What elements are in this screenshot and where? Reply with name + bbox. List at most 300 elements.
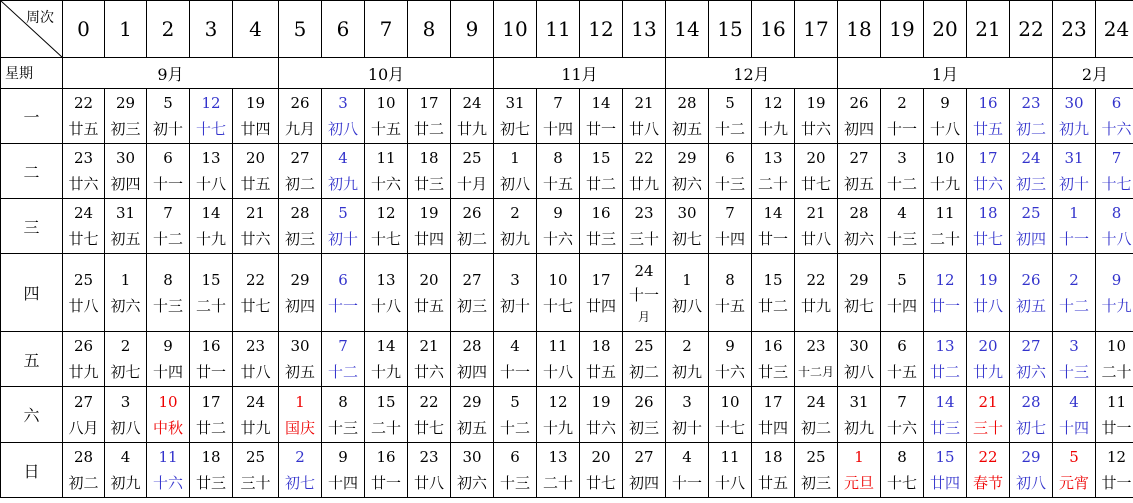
gregorian-date: 20	[591, 448, 611, 466]
date-cell	[63, 443, 105, 498]
lunar-date: 十七	[542, 296, 573, 315]
lunar-date: 十二	[499, 418, 530, 437]
lunar-date: 十四	[886, 296, 917, 315]
lunar-date: 初四	[843, 120, 874, 138]
gregorian-date: 18	[419, 149, 439, 167]
date-cell	[408, 199, 451, 254]
gregorian-date: 19	[245, 94, 266, 112]
date-cell	[322, 89, 365, 144]
lunar-date: 廿三	[757, 363, 788, 381]
month-header: 2月	[1053, 58, 1133, 89]
lunar-date: 初四	[628, 474, 659, 492]
date-cell	[623, 89, 666, 144]
date-cell	[279, 254, 322, 332]
lunar-date: 十四	[714, 230, 745, 248]
lunar-date: 初四	[284, 296, 315, 315]
gregorian-date: 18	[591, 337, 611, 355]
lunar-date: 廿六	[240, 230, 271, 248]
gregorian-date: 14	[201, 204, 221, 222]
gregorian-date: 13	[763, 149, 783, 167]
date-cell	[63, 199, 105, 254]
date-cell	[580, 332, 623, 387]
gregorian-date: 26	[73, 337, 94, 355]
lunar-date: 廿二	[195, 418, 226, 437]
lunar-date: 十八	[370, 296, 401, 315]
date-cell	[709, 89, 752, 144]
week-number: 17	[795, 1, 838, 58]
gregorian-date: 5	[1069, 448, 1079, 466]
date-cell	[451, 199, 494, 254]
gregorian-date: 15	[201, 270, 221, 289]
gregorian-date: 13	[201, 149, 221, 167]
gregorian-date: 21	[806, 204, 826, 222]
day-label-cell	[1, 58, 63, 89]
lunar-date: 初三	[456, 296, 487, 315]
gregorian-date: 11	[1106, 392, 1127, 411]
date-cell	[666, 254, 709, 332]
gregorian-date: 2	[510, 204, 520, 222]
date-cell	[537, 387, 580, 443]
lunar-date: 廿二	[413, 120, 444, 138]
lunar-date: 三十	[240, 474, 271, 492]
date-cell	[623, 387, 666, 443]
lunar-date: 十四	[542, 120, 573, 138]
gregorian-date: 30	[1064, 94, 1084, 112]
lunar-date: 初五	[456, 418, 487, 437]
lunar-date: 十二	[1058, 296, 1089, 315]
gregorian-date: 9	[725, 337, 735, 355]
date-cell	[580, 443, 623, 498]
weekday-row	[1, 332, 1133, 387]
gregorian-date: 24	[245, 392, 266, 411]
lunar-date: 十六	[886, 418, 917, 437]
lunar-date: 廿九	[240, 418, 271, 437]
gregorian-date: 9	[553, 204, 563, 222]
date-cell	[623, 332, 666, 387]
gregorian-date: 12	[201, 94, 221, 112]
gregorian-date: 22	[806, 270, 826, 289]
gregorian-date: 16	[376, 448, 396, 466]
date-cell	[924, 199, 967, 254]
date-cell	[190, 144, 233, 199]
date-cell	[105, 332, 147, 387]
gregorian-date: 5	[163, 94, 173, 112]
gregorian-date: 7	[163, 204, 173, 222]
gregorian-date: 19	[806, 94, 826, 112]
date-cell	[967, 332, 1010, 387]
lunar-date: 初七	[284, 474, 315, 492]
lunar-date: 十七	[714, 418, 745, 437]
lunar-date: 十七	[370, 230, 401, 248]
week-number: 2	[147, 1, 190, 58]
lunar-date: 元宵	[1058, 474, 1089, 492]
date-cell	[1053, 332, 1096, 387]
date-cell	[838, 144, 881, 199]
gregorian-date: 4	[897, 204, 907, 222]
date-cell	[709, 443, 752, 498]
gregorian-date: 3	[682, 392, 692, 411]
lunar-date: 三十	[972, 418, 1003, 437]
lunar-date: 廿五	[240, 175, 271, 193]
gregorian-date: 3	[510, 270, 520, 289]
lunar-date: 初六	[456, 474, 487, 492]
date-cell	[63, 387, 105, 443]
lunar-date: 十九	[1101, 296, 1132, 315]
lunar-date: 十二	[327, 363, 358, 381]
gregorian-date: 3	[1069, 337, 1079, 355]
gregorian-date: 22	[634, 149, 654, 167]
gregorian-date: 25	[245, 448, 266, 466]
date-cell	[666, 387, 709, 443]
date-cell	[322, 387, 365, 443]
week-number: 9	[451, 1, 494, 58]
date-cell	[924, 89, 967, 144]
gregorian-date: 4	[338, 149, 348, 167]
lunar-date: 廿六	[68, 175, 99, 193]
date-cell	[881, 443, 924, 498]
lunar-date: 廿七	[585, 474, 616, 492]
lunar-date: 初三	[1015, 175, 1046, 193]
gregorian-date: 11	[376, 149, 396, 167]
date-cell	[924, 443, 967, 498]
lunar-date: 十五	[714, 296, 745, 315]
gregorian-date: 2	[897, 94, 907, 112]
date-cell	[967, 199, 1010, 254]
date-cell	[1010, 254, 1053, 332]
lunar-date: 初三	[284, 230, 315, 248]
lunar-date: 廿三	[929, 418, 960, 437]
gregorian-date: 8	[163, 270, 173, 289]
gregorian-date: 31	[115, 204, 136, 222]
date-cell	[537, 254, 580, 332]
date-cell	[279, 443, 322, 498]
week-number: 10	[494, 1, 537, 58]
date-cell	[494, 144, 537, 199]
date-cell	[924, 387, 967, 443]
date-cell	[580, 89, 623, 144]
lunar-date: 廿八	[413, 474, 444, 492]
gregorian-date: 27	[1021, 337, 1041, 355]
gregorian-date: 28	[290, 204, 310, 222]
lunar-date: 十三	[886, 230, 917, 248]
date-cell	[105, 254, 147, 332]
lunar-date: 初五	[1015, 296, 1046, 315]
lunar-date: 十二	[714, 120, 745, 138]
lunar-date: 初七	[843, 296, 874, 315]
date-cell	[279, 387, 322, 443]
gregorian-date: 3	[338, 94, 348, 112]
lunar-date: 廿九	[628, 175, 659, 193]
date-cell	[795, 387, 838, 443]
date-cell	[752, 254, 795, 332]
date-cell	[451, 254, 494, 332]
date-cell	[1053, 254, 1096, 332]
date-cell	[105, 199, 147, 254]
lunar-date: 初七	[110, 363, 141, 381]
gregorian-date: 9	[1111, 270, 1122, 289]
date-cell	[147, 199, 190, 254]
gregorian-date: 6	[1111, 94, 1122, 112]
gregorian-date: 28	[73, 448, 94, 466]
gregorian-date: 26	[290, 94, 310, 112]
lunar-date: 初七	[499, 120, 530, 138]
gregorian-date: 29	[1021, 448, 1041, 466]
date-cell	[838, 199, 881, 254]
lunar-date: 十七	[195, 120, 226, 138]
gregorian-date: 16	[763, 337, 783, 355]
gregorian-date: 1	[510, 149, 520, 167]
weekday-label: 一	[1, 89, 63, 144]
month-header: 1月	[838, 58, 1053, 89]
weekday-label: 五	[1, 332, 63, 387]
lunar-date: 廿三	[585, 230, 616, 248]
date-cell	[1096, 387, 1133, 443]
gregorian-date: 29	[462, 392, 482, 411]
date-cell	[838, 443, 881, 498]
gregorian-date: 15	[763, 270, 783, 289]
date-cell	[752, 332, 795, 387]
gregorian-date: 23	[1021, 94, 1041, 112]
lunar-date: 二十	[929, 230, 960, 248]
date-cell	[322, 332, 365, 387]
gregorian-date: 27	[849, 149, 869, 167]
date-cell	[752, 387, 795, 443]
gregorian-date: 11	[158, 448, 178, 466]
gregorian-date: 10	[158, 392, 178, 411]
gregorian-date: 7	[1111, 149, 1122, 167]
date-cell	[451, 89, 494, 144]
lunar-date: 廿六	[972, 175, 1003, 193]
gregorian-date: 25	[634, 337, 654, 355]
lunar-date: 二十	[757, 175, 788, 193]
lunar-date: 九月	[284, 120, 315, 138]
lunar-date: 二十	[370, 418, 401, 437]
date-cell	[365, 443, 408, 498]
date-cell	[967, 89, 1010, 144]
gregorian-date: 6	[725, 149, 735, 167]
gregorian-date: 15	[591, 149, 611, 167]
date-cell	[451, 443, 494, 498]
week-number: 18	[838, 1, 881, 58]
date-cell	[666, 89, 709, 144]
date-cell	[279, 144, 322, 199]
gregorian-date: 29	[849, 270, 869, 289]
lunar-date: 十四	[1058, 418, 1089, 437]
lunar-date: 十六	[542, 230, 573, 248]
date-cell	[365, 89, 408, 144]
gregorian-date: 25	[806, 448, 826, 466]
lunar-date: 初十	[1058, 175, 1089, 193]
gregorian-date: 14	[935, 392, 955, 411]
lunar-date: 初五	[110, 230, 141, 248]
lunar-date: 十七	[886, 474, 917, 492]
date-cell	[1096, 254, 1133, 332]
gregorian-date: 10	[1106, 337, 1127, 355]
gregorian-date: 7	[725, 204, 735, 222]
date-cell	[1096, 199, 1133, 254]
weekday-row	[1, 199, 1133, 254]
lunar-date: 十九	[757, 120, 788, 138]
gregorian-date: 25	[462, 149, 482, 167]
gregorian-date: 12	[763, 94, 783, 112]
gregorian-date: 24	[1021, 149, 1041, 167]
lunar-date: 八月	[68, 418, 99, 437]
lunar-date: 初十	[152, 120, 183, 138]
lunar-date: 廿六	[413, 363, 444, 381]
gregorian-date: 18	[763, 448, 783, 466]
date-cell	[537, 89, 580, 144]
week-number: 14	[666, 1, 709, 58]
gregorian-date: 7	[338, 337, 348, 355]
gregorian-date: 27	[73, 392, 94, 411]
lunar-date: 初九	[327, 175, 358, 193]
lunar-date: 十月	[456, 175, 487, 193]
date-cell	[752, 144, 795, 199]
gregorian-date: 9	[940, 94, 950, 112]
date-cell	[105, 144, 147, 199]
lunar-date: 初六	[843, 230, 874, 248]
date-cell	[1096, 144, 1133, 199]
date-cell	[190, 199, 233, 254]
date-cell	[1053, 144, 1096, 199]
date-cell	[1010, 387, 1053, 443]
date-cell	[752, 199, 795, 254]
lunar-date: 初九	[671, 363, 702, 381]
date-cell	[623, 443, 666, 498]
week-number: 24	[1096, 1, 1133, 58]
lunar-date: 廿四	[757, 418, 788, 437]
date-cell	[795, 332, 838, 387]
gregorian-date: 7	[897, 392, 907, 411]
lunar-date: 廿四	[929, 474, 960, 492]
gregorian-date: 20	[806, 149, 826, 167]
date-cell	[147, 254, 190, 332]
lunar-date: 初九	[110, 474, 141, 492]
date-cell	[190, 443, 233, 498]
date-cell	[147, 443, 190, 498]
lunar-date: 初二	[68, 474, 99, 492]
lunar-date: 十五	[886, 363, 917, 381]
lunar-date: 初四	[456, 363, 487, 381]
lunar-date: 廿八	[68, 296, 99, 315]
gregorian-date: 13	[376, 270, 396, 289]
gregorian-date: 17	[419, 94, 439, 112]
lunar-date: 廿九	[456, 120, 487, 138]
gregorian-date: 6	[338, 270, 348, 289]
date-cell	[580, 254, 623, 332]
lunar-date: 初二	[628, 363, 659, 381]
date-cell	[580, 144, 623, 199]
week-number: 23	[1053, 1, 1096, 58]
date-cell	[1010, 332, 1053, 387]
gregorian-date: 30	[462, 448, 482, 466]
weekday-row	[1, 254, 1133, 332]
week-number: 22	[1010, 1, 1053, 58]
lunar-date: 十八	[195, 175, 226, 193]
date-cell	[451, 387, 494, 443]
date-cell	[233, 443, 279, 498]
lunar-date: 十七	[1101, 175, 1132, 193]
lunar-date: 十四	[152, 363, 183, 381]
date-cell	[147, 387, 190, 443]
lunar-date: 初三	[628, 418, 659, 437]
gregorian-date: 27	[634, 448, 654, 466]
lunar-date: 初六	[671, 175, 702, 193]
week-number: 0	[63, 1, 105, 58]
gregorian-date: 26	[1021, 270, 1041, 289]
date-cell	[881, 332, 924, 387]
gregorian-date: 14	[763, 204, 783, 222]
lunar-date: 十六	[714, 363, 745, 381]
gregorian-date: 17	[201, 392, 221, 411]
lunar-date: 初三	[800, 474, 831, 492]
lunar-date: 初四	[1015, 230, 1046, 248]
weekday-row	[1, 443, 1133, 498]
lunar-date: 廿七	[972, 230, 1003, 248]
gregorian-date: 26	[634, 392, 654, 411]
date-cell	[451, 332, 494, 387]
date-cell	[709, 254, 752, 332]
gregorian-date: 18	[978, 204, 998, 222]
lunar-date: 初十	[671, 418, 702, 437]
week-number: 4	[233, 1, 279, 58]
gregorian-date: 10	[376, 94, 396, 112]
date-cell	[1053, 387, 1096, 443]
gregorian-date: 4	[510, 337, 520, 355]
lunar-date: 廿六	[585, 418, 616, 437]
date-cell	[537, 443, 580, 498]
date-cell	[365, 387, 408, 443]
gregorian-date: 26	[849, 94, 869, 112]
gregorian-date: 8	[725, 270, 735, 289]
date-cell	[322, 199, 365, 254]
gregorian-date: 5	[338, 204, 348, 222]
lunar-date: 十八	[929, 120, 960, 138]
month-header: 11月	[494, 58, 666, 89]
gregorian-date: 31	[1064, 149, 1084, 167]
lunar-date: 十一	[886, 120, 917, 138]
gregorian-date: 22	[978, 448, 998, 466]
lunar-date: 廿六	[800, 120, 831, 138]
gregorian-date: 27	[290, 149, 310, 167]
lunar-date: 初五	[843, 175, 874, 193]
gregorian-date: 19	[419, 204, 439, 222]
date-cell	[322, 443, 365, 498]
date-cell	[838, 254, 881, 332]
weekday-label: 六	[1, 387, 63, 443]
date-cell	[709, 199, 752, 254]
weekday-label: 二	[1, 144, 63, 199]
lunar-date: 初五	[671, 120, 702, 138]
lunar-date: 廿七	[240, 296, 271, 315]
gregorian-date: 1	[1069, 204, 1079, 222]
gregorian-date: 5	[510, 392, 520, 411]
gregorian-date: 6	[510, 448, 520, 466]
lunar-date: 初八	[327, 120, 358, 138]
lunar-date: 廿二	[929, 363, 960, 381]
gregorian-date: 8	[1111, 204, 1122, 222]
lunar-date: 廿一	[929, 296, 960, 315]
gregorian-date: 23	[245, 337, 266, 355]
lunar-date: 十三	[152, 296, 183, 315]
lunar-date: 廿五	[757, 474, 788, 492]
lunar-date: 廿一	[370, 474, 401, 492]
lunar-date: 十五	[370, 120, 401, 138]
weekday-label: 三	[1, 199, 63, 254]
lunar-date: 中秋	[152, 418, 183, 437]
gregorian-date: 1	[682, 270, 692, 289]
date-cell	[190, 332, 233, 387]
